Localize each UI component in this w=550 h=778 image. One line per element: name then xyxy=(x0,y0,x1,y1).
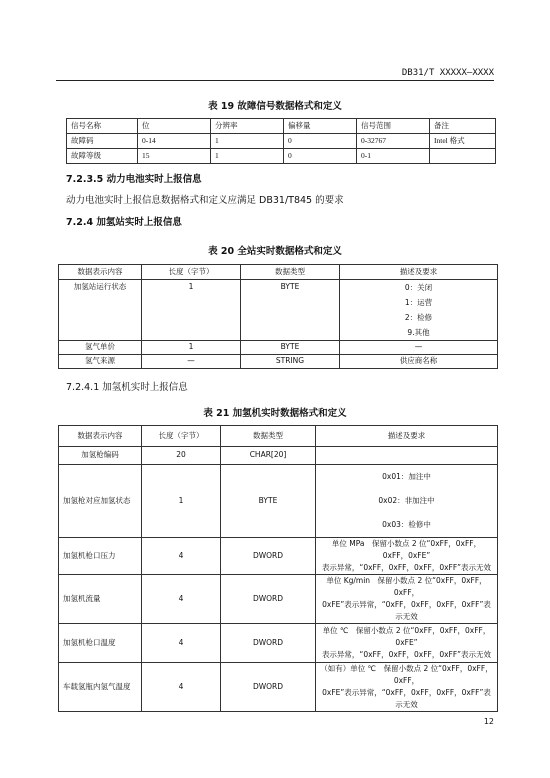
desc-line: （如有）单位 ℃ 保留小数点 2 位“0xFF，0xFF，0xFF， xyxy=(320,664,493,685)
table-row xyxy=(59,355,498,369)
cell: 氢气单价 xyxy=(59,341,142,355)
cell: 4 xyxy=(142,663,221,712)
cell xyxy=(316,447,498,465)
cell: 供应商名称 xyxy=(340,355,498,369)
header-cell: 数据类型 xyxy=(241,265,340,280)
table-row xyxy=(59,280,498,341)
cell: 0 xyxy=(284,134,357,149)
table-row xyxy=(67,134,496,149)
table-header-row xyxy=(67,119,496,134)
cell: 加氢枪编码 xyxy=(59,447,142,465)
cell: 15 xyxy=(138,149,211,164)
header-cell: 信号范围 xyxy=(357,119,430,134)
cell: 加氢机流量 xyxy=(59,575,142,624)
section-text-7235: 动力电池实时上报信息数据格式和定义应满足 DB31/T845 的要求 xyxy=(66,195,344,206)
table-row xyxy=(59,447,498,465)
table-header-row xyxy=(59,426,498,447)
header-cell: 偏移量 xyxy=(284,119,357,134)
cell xyxy=(316,465,498,538)
station-data-table xyxy=(58,264,498,369)
header-cell: 位 xyxy=(138,119,211,134)
cell: 1 xyxy=(211,134,284,149)
desc-line: 单位 MPa 保留小数点 2 位“0xFF，0xFF，0xFF，0xFE” xyxy=(331,539,482,560)
fault-signal-table xyxy=(66,118,496,164)
cell: 加氢机枪口温度 xyxy=(59,624,142,663)
header-cell: 描述及要求 xyxy=(316,426,498,447)
cell: — xyxy=(340,341,498,355)
desc-line: 表示异常，“0xFF，0xFF，0xFF，0xFF”表示无效 xyxy=(321,563,492,572)
cell: BYTE xyxy=(241,341,340,355)
cell: 0-14 xyxy=(138,134,211,149)
status-option: 9.其他 xyxy=(407,328,430,337)
desc-line: 单位 Kg/min 保留小数点 2 位“0xFF，0xFF，0xFF， xyxy=(326,576,487,597)
table19-caption: 表 19 故障信号数据格式和定义 xyxy=(208,101,342,112)
section-heading-7235: 7.2.3.5 动力电池实时上报信息 xyxy=(66,174,202,185)
table-row xyxy=(67,149,496,164)
cell: 氢气来源 xyxy=(59,355,142,369)
header-cell: 备注 xyxy=(430,119,496,134)
dispenser-data-table xyxy=(58,425,498,712)
section-heading-724: 7.2.4 加氢站实时上报信息 xyxy=(66,217,182,228)
cell: DWORD xyxy=(221,575,316,624)
cell: 加氢枪对应加氢状态 xyxy=(59,465,142,538)
cell: BYTE xyxy=(241,280,340,341)
table-row xyxy=(59,538,498,575)
cell: 0 xyxy=(284,149,357,164)
cell: DWORD xyxy=(221,624,316,663)
document-code: DB31/T XXXXX—XXXX xyxy=(401,68,494,78)
cell: 车载氢瓶内氢气温度 xyxy=(59,663,142,712)
status-option: 0x01：加注中 xyxy=(382,472,431,481)
table-row xyxy=(59,465,498,538)
header-cell: 长度（字节） xyxy=(142,426,221,447)
cell xyxy=(316,624,498,663)
cell xyxy=(316,538,498,575)
cell: STRING xyxy=(241,355,340,369)
header-cell: 分辨率 xyxy=(211,119,284,134)
header-cell: 描述及要求 xyxy=(340,265,498,280)
cell: — xyxy=(142,355,241,369)
status-option: 0：关闭 xyxy=(404,283,433,292)
cell: DWORD xyxy=(221,538,316,575)
cell: 故障码 xyxy=(67,134,138,149)
cell: 0-1 xyxy=(357,149,430,164)
cell: 1 xyxy=(142,341,241,355)
cell: 20 xyxy=(142,447,221,465)
table-row xyxy=(59,341,498,355)
cell: 4 xyxy=(142,624,221,663)
cell: 1 xyxy=(142,280,241,341)
header-divider xyxy=(56,80,494,81)
desc-line: 0xFE”表示异常，“0xFF，0xFF，0xFF，0xFF”表示无效 xyxy=(322,688,491,709)
status-option: 2：检修 xyxy=(404,313,433,322)
header-cell: 信号名称 xyxy=(67,119,138,134)
cell: 加氢站运行状态 xyxy=(59,280,142,341)
cell: CHAR[20] xyxy=(221,447,316,465)
cell: Intel 格式 xyxy=(430,134,496,149)
desc-line: 表示异常，“0xFF，0xFF，0xFF，0xFF”表示无效 xyxy=(321,650,492,659)
status-option: 0x02：非加注中 xyxy=(378,496,435,505)
cell xyxy=(340,280,498,341)
header-cell: 长度（字节） xyxy=(142,265,241,280)
cell: 故障等级 xyxy=(67,149,138,164)
cell: 0-32767 xyxy=(357,134,430,149)
cell: DWORD xyxy=(221,663,316,712)
cell: BYTE xyxy=(221,465,316,538)
table20-caption: 表 20 全站实时数据格式和定义 xyxy=(208,246,342,257)
header-cell: 数据表示内容 xyxy=(59,426,142,447)
table-row xyxy=(59,624,498,663)
table-row xyxy=(59,575,498,624)
table21-caption: 表 21 加氢机实时数据格式和定义 xyxy=(203,408,347,419)
table-row xyxy=(59,663,498,712)
cell xyxy=(316,663,498,712)
page-number: 12 xyxy=(483,717,494,726)
section-heading-7241: 7.2.4.1 加氢机实时上报信息 xyxy=(66,382,188,393)
cell: 4 xyxy=(142,575,221,624)
desc-line: 0xFE”表示异常，“0xFF，0xFF，0xFF，0xFF”表示无效 xyxy=(322,600,491,621)
table-header-row xyxy=(59,265,498,280)
cell: 1 xyxy=(211,149,284,164)
cell xyxy=(316,575,498,624)
cell: 1 xyxy=(142,465,221,538)
header-cell: 数据表示内容 xyxy=(59,265,142,280)
cell: 加氢机枪口压力 xyxy=(59,538,142,575)
cell: 4 xyxy=(142,538,221,575)
status-option: 1：运营 xyxy=(404,298,433,307)
desc-line: 单位 ℃ 保留小数点 2 位“0xFF，0xFF，0xFF，0xFE” xyxy=(322,626,491,647)
header-cell: 数据类型 xyxy=(221,426,316,447)
status-option: 0x03：检修中 xyxy=(382,520,431,529)
cell xyxy=(430,149,496,164)
